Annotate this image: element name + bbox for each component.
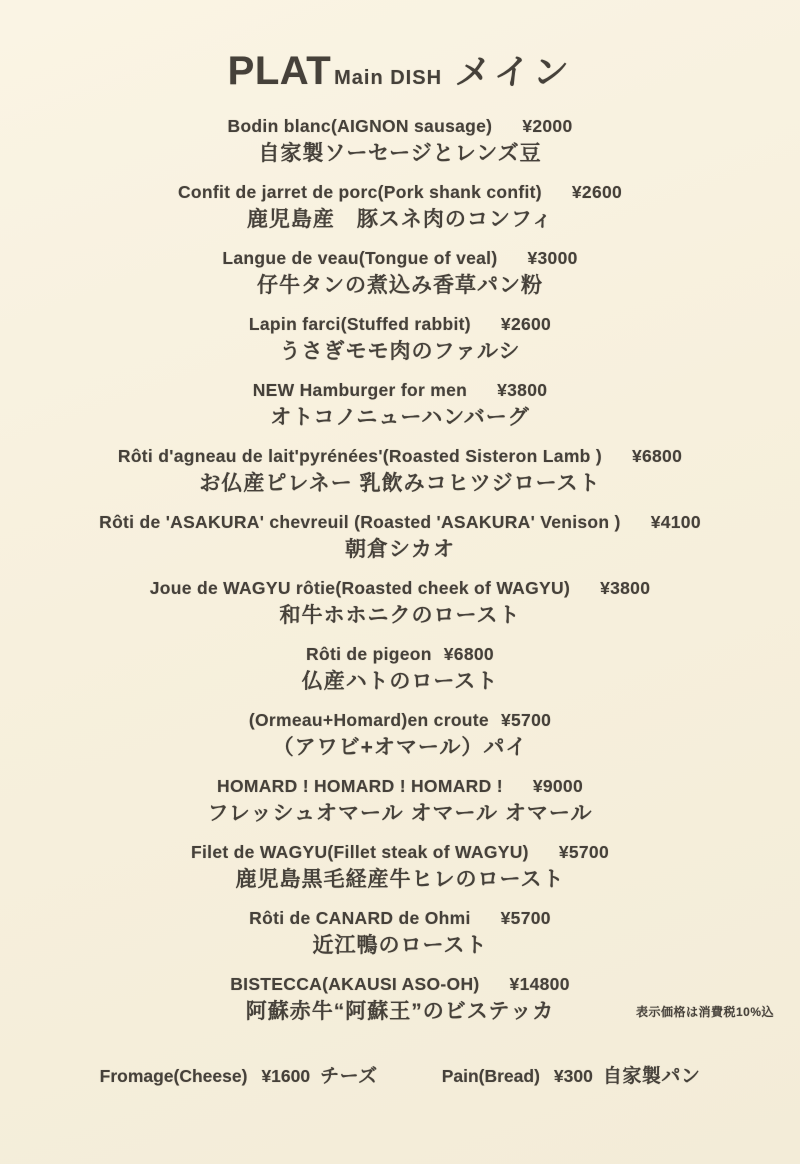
menu-item-langue-veau: [0, 245, 800, 301]
side-price: ¥300: [553, 1066, 593, 1086]
item-name-en: Rôti de 'ASAKURA' chevreuil (Roasted 'ASAKURA' Venison ): [99, 512, 621, 532]
side-price: ¥1600: [261, 1066, 311, 1086]
menu-item-confit-porc: [0, 179, 800, 235]
item-name-jp: フレッシュオマール オマール オマール: [207, 802, 593, 825]
item-price: ¥5700: [500, 908, 551, 928]
item-name-en: Langue de veau(Tongue of veal): [222, 248, 498, 268]
menu-item-agneau-lait: [0, 443, 800, 499]
item-name-en: Joue de WAGYU rôtie(Roasted cheek of WAGYU): [149, 578, 571, 598]
menu-item-joue-wagyu: [0, 575, 800, 631]
side-item-pain: [442, 1063, 701, 1090]
item-name-jp: 和牛ホホニクのロースト: [279, 604, 521, 627]
item-price: ¥14800: [509, 974, 570, 994]
menu-item-new-hamburger: [0, 377, 800, 433]
item-name-jp: 仔牛タンの煮込み香草パン粉: [257, 274, 543, 297]
item-price: ¥5700: [500, 710, 552, 730]
item-name-en: Confit de jarret de porc(Pork shank confit): [177, 182, 542, 202]
item-name-jp: 朝倉シカオ: [345, 538, 455, 561]
item-price: ¥9000: [532, 776, 583, 796]
item-price: ¥2000: [522, 116, 573, 136]
item-name-jp: 鹿児島黒毛経産牛ヒレのロースト: [235, 868, 565, 891]
item-name-en: Rôti de CANARD de Ohmi: [249, 908, 471, 928]
item-price: ¥2600: [500, 314, 552, 334]
item-price: ¥6800: [631, 446, 683, 466]
menu-title-sub: Main DISH: [334, 67, 443, 89]
menu-item-homard: [0, 773, 800, 829]
item-name-jp: お仏産ピレネー 乳飲みコヒツジロースト: [199, 472, 601, 495]
item-name-jp: 仏産ハトのロースト: [301, 670, 499, 693]
menu-title: [0, 45, 800, 95]
item-name-en: Rôti de pigeon: [306, 644, 432, 664]
item-name-jp: うさぎモモ肉のファルシ: [279, 340, 521, 363]
item-name-jp: 自家製ソーセージとレンズ豆: [258, 142, 542, 165]
item-name-line: [0, 179, 800, 205]
menu-item-bodin-blanc: [0, 113, 800, 169]
item-name-line: [0, 575, 800, 601]
menu-item-asakura-chevreuil: [0, 509, 800, 565]
item-name-line: [0, 509, 800, 535]
item-price: ¥2600: [571, 182, 623, 202]
item-name-jp: 近江鴨のロースト: [312, 934, 488, 957]
item-name-en: Bodin blanc(AIGNON sausage): [227, 116, 493, 136]
item-name-en: NEW Hamburger for men: [252, 380, 468, 400]
item-name-en: (Ormeau+Homard)en croute: [248, 710, 489, 730]
item-price: ¥3800: [600, 578, 651, 598]
side-name-en: Fromage(Cheese): [99, 1066, 248, 1086]
menu-item-ormeau-homard: [0, 707, 800, 763]
side-name-jp: チーズ: [320, 1066, 378, 1087]
item-name-jp: オトコノニューハンバーグ: [270, 406, 530, 429]
menu-title-plat: PLAT: [227, 49, 332, 93]
item-price: ¥3000: [527, 248, 578, 268]
menu-item-filet-wagyu: [0, 839, 800, 895]
item-name-en: BISTECCA(AKAUSI ASO-OH): [230, 974, 480, 994]
side-name-en: Pain(Bread): [441, 1066, 540, 1086]
menu-item-canard-ohmi: [0, 905, 800, 961]
item-name-en: HOMARD ! HOMARD ! HOMARD !: [217, 776, 503, 796]
menu-item-lapin-farci: [0, 311, 800, 367]
item-name-line: [0, 773, 800, 799]
item-name-line: [0, 641, 800, 667]
menu-item-list: [0, 113, 800, 1027]
item-name-line: [0, 839, 800, 865]
item-name-jp: 鹿児島産 豚スネ肉のコンフィ: [246, 208, 554, 231]
menu-sides: [0, 1063, 800, 1090]
menu-title-jp: メイン: [453, 53, 575, 92]
item-name-line: [0, 443, 800, 469]
side-name-jp: 自家製パン: [602, 1066, 701, 1087]
item-name-jp: （アワビ+オマール）パイ: [272, 736, 528, 759]
item-price: ¥5700: [558, 842, 609, 862]
item-name-en: Filet de WAGYU(Fillet steak of WAGYU): [191, 842, 529, 862]
item-price: ¥3800: [497, 380, 548, 400]
item-price: ¥6800: [443, 644, 494, 664]
menu-item-pigeon: [0, 641, 800, 697]
item-price: ¥4100: [650, 512, 701, 532]
item-name-line: [0, 971, 800, 997]
item-name-en: Lapin farci(Stuffed rabbit): [248, 314, 471, 334]
item-name-line: [0, 377, 800, 403]
item-name-en: Rôti d'agneau de lait'pyrénées'(Roasted Sisteron Lamb ): [117, 446, 602, 466]
item-name-line: [0, 113, 800, 139]
item-name-line: [0, 905, 800, 931]
item-name-line: [0, 311, 800, 337]
item-name-line: [0, 245, 800, 271]
item-name-jp: 阿蘇赤牛“阿蘇王”のビステッカ: [245, 1000, 555, 1023]
item-name-line: [0, 707, 800, 733]
tax-note: 表示価格は消費税10%込: [635, 1005, 774, 1019]
side-item-fromage: [100, 1063, 378, 1090]
